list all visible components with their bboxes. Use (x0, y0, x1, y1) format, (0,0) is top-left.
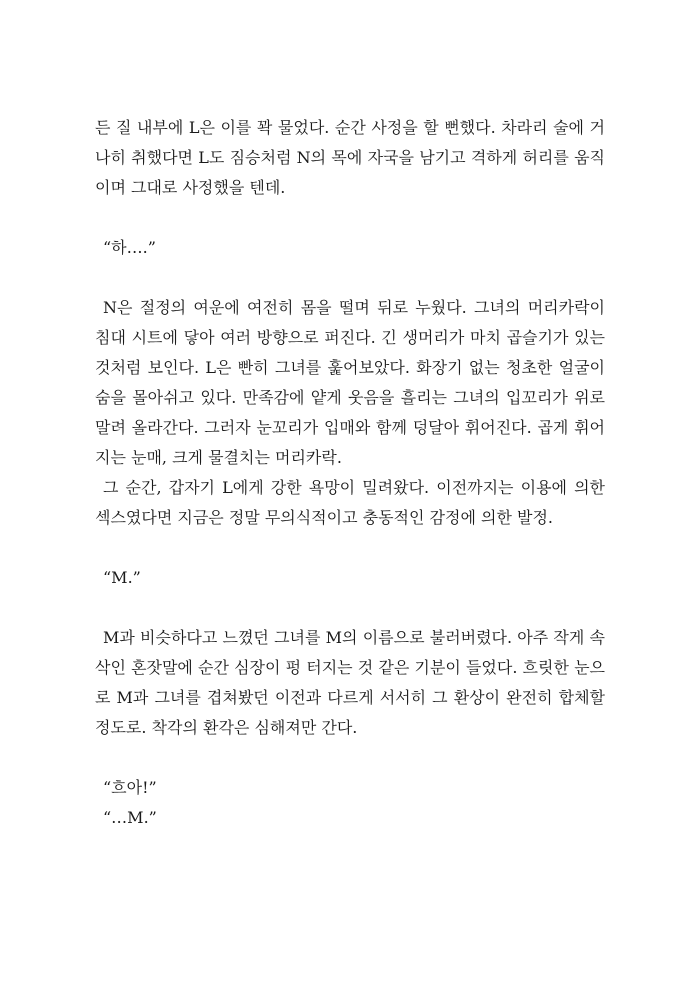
paragraph-gap (95, 743, 605, 773)
dialogue-1: “하….” (103, 238, 156, 257)
paragraph-gap (95, 263, 605, 293)
dialogue-2: “M.” (103, 568, 141, 587)
dialogue-3: “흐아!” (103, 778, 157, 797)
paragraph-gap (95, 533, 605, 563)
dialogue-4: “…M.” (103, 808, 157, 827)
paragraph-gap (95, 593, 605, 623)
paragraph-2: N은 절정의 여운에 여전히 몸을 떨며 뒤로 누웠다. 그녀의 머리카락이 침대 시트에 닿아 여러 방향으로 퍼진다. 긴 생머리가 마치 곱슬기가 있는 것처럼 보인다. L은 빤히 그녀를 훑어보았다. 화장기 없는 청초한 얼굴이 숨을 몰아쉬고 있다. 만족감에 얕게 웃음을 흘리는 그녀의 입꼬리가 위로 말려 올라간다. 그러자 눈꼬리가 입매와 함께 덩달아 휘어진다. 곱게 휘어지는 눈매, 크게 물결치는 머리카락. (95, 298, 605, 467)
paragraph-4: M과 비슷하다고 느꼈던 그녀를 M의 이름으로 불러버렸다. 아주 작게 속삭인 혼잣말에 순간 심장이 펑 터지는 것 같은 기분이 들었다. 흐릿한 눈으로 M과 그녀를 겹쳐봤던 이전과 다르게 서서히 그 환상이 완전히 합체할 정도로. 착각의 환각은 심해져만 간다. (95, 628, 605, 737)
document-page (95, 113, 605, 833)
paragraph-3: 그 순간, 갑자기 L에게 강한 욕망이 밀려왔다. 이전까지는 이용에 의한 섹스였다면 지금은 정말 무의식적이고 충동적인 감정에 의한 발정. (95, 478, 605, 527)
paragraph-1: 든 질 내부에 L은 이를 꽉 물었다. 순간 사정을 할 뻔했다. 차라리 술에 거나히 취했다면 L도 짐승처럼 N의 목에 자국을 남기고 격하게 허리를 움직이며 그대로 사정했을 텐데. (95, 118, 605, 197)
paragraph-gap (95, 203, 605, 233)
